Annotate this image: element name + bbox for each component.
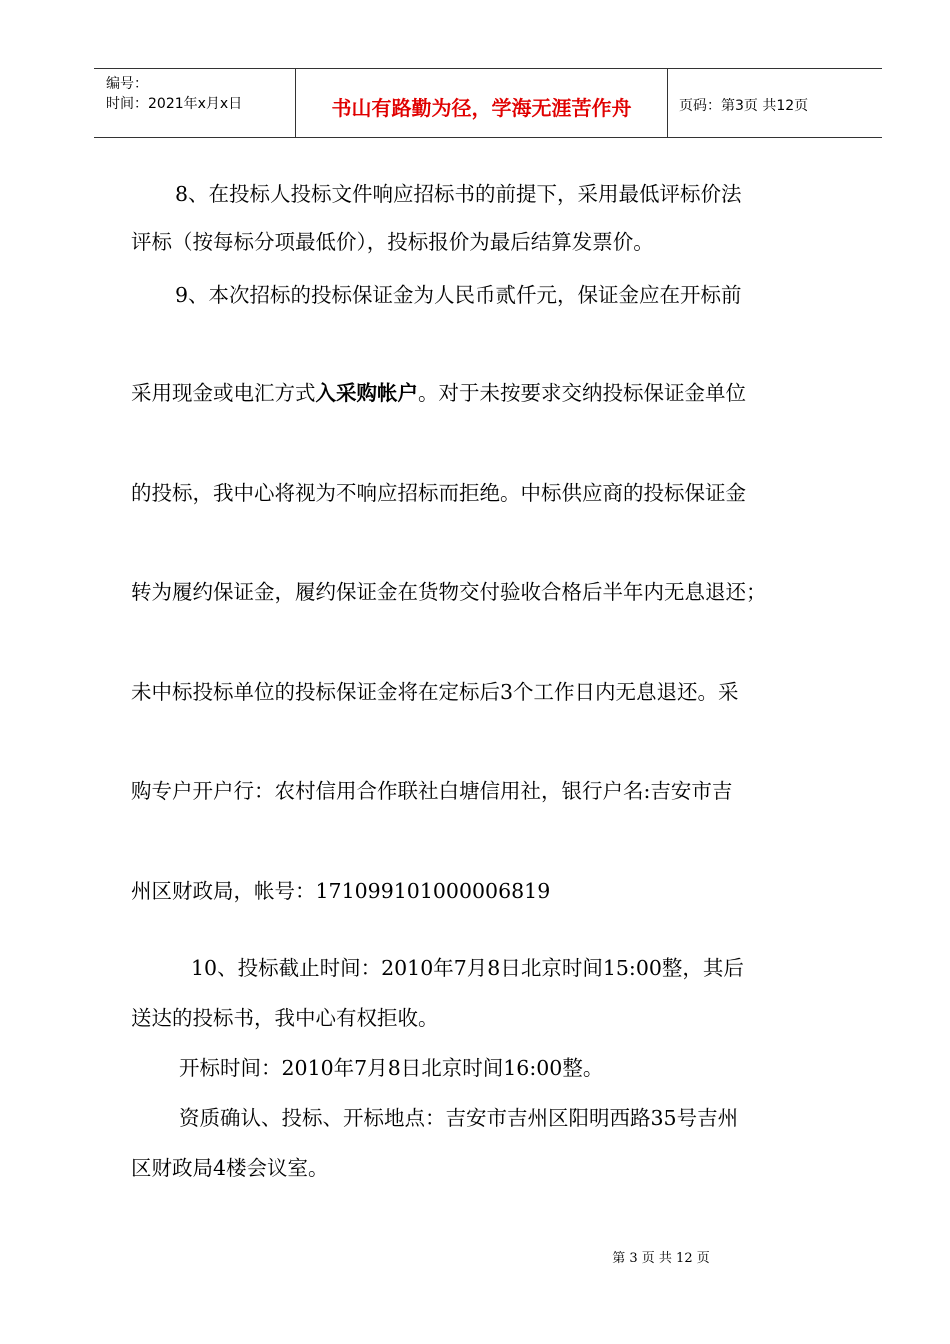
header-page-cell xyxy=(668,69,882,137)
header-motto-cell xyxy=(296,69,668,137)
header-meta-cell xyxy=(94,69,296,137)
footer-page-number: 第 3 页 共 12 页 xyxy=(612,1251,710,1266)
location-line-2: 区财政局4楼会议室。 xyxy=(131,1156,329,1180)
paragraph-10-line-1: 10、投标截止时间：2010年7月8日北京时间15:00整，其后 xyxy=(191,956,744,980)
header-page-number: 页码：第3页 共12页 xyxy=(679,98,809,114)
paragraph-8-line-2: 评标（按每标分项最低价），投标报价为最后结算发票价。 xyxy=(131,230,654,254)
paragraph-9-line-2-part-c: 。对于未按要求交纳投标保证金单位 xyxy=(418,381,746,405)
header-motto: 书山有路勤为径，学海无涯苦作舟 xyxy=(331,96,632,120)
paragraph-9-line-5: 未中标投标单位的投标保证金将在定标后3个工作日内无息退还。采 xyxy=(131,680,739,704)
opening-time-line: 开标时间：2010年7月8日北京时间16:00整。 xyxy=(179,1056,604,1080)
page-header xyxy=(94,68,882,138)
paragraph-9-line-4: 转为履约保证金，履约保证金在货物交付验收合格后半年内无息退还； xyxy=(131,580,767,604)
paragraph-9-line-3: 的投标，我中心将视为不响应招标而拒绝。中标供应商的投标保证金 xyxy=(131,481,746,505)
paragraph-9-line-2-bold: 入采购帐户 xyxy=(315,381,418,405)
paragraph-9-line-2 xyxy=(131,381,746,405)
document-number-label: 编号： xyxy=(106,76,148,92)
paragraph-9-line-2-part-a: 采用现金或电汇方式 xyxy=(131,381,316,405)
paragraph-10-line-2: 送达的投标书，我中心有权拒收。 xyxy=(131,1006,439,1030)
location-line-1: 资质确认、投标、开标地点：吉安市吉州区阳明西路35号吉州 xyxy=(179,1106,739,1130)
paragraph-9-line-6: 购专户开户行：农村信用合作联社白塘信用社，银行户名:吉安市吉 xyxy=(131,779,733,803)
paragraph-8-line-1: 8、在投标人投标文件响应招标书的前提下，采用最低评标价法 xyxy=(175,182,742,206)
document-time-label: 时间：2021年x月x日 xyxy=(106,96,243,112)
paragraph-9-line-1: 9、本次招标的投标保证金为人民币贰仟元，保证金应在开标前 xyxy=(175,283,742,307)
paragraph-9-line-7: 州区财政局，帐号：171099101000006819 xyxy=(131,879,551,903)
page-footer xyxy=(0,1247,950,1266)
